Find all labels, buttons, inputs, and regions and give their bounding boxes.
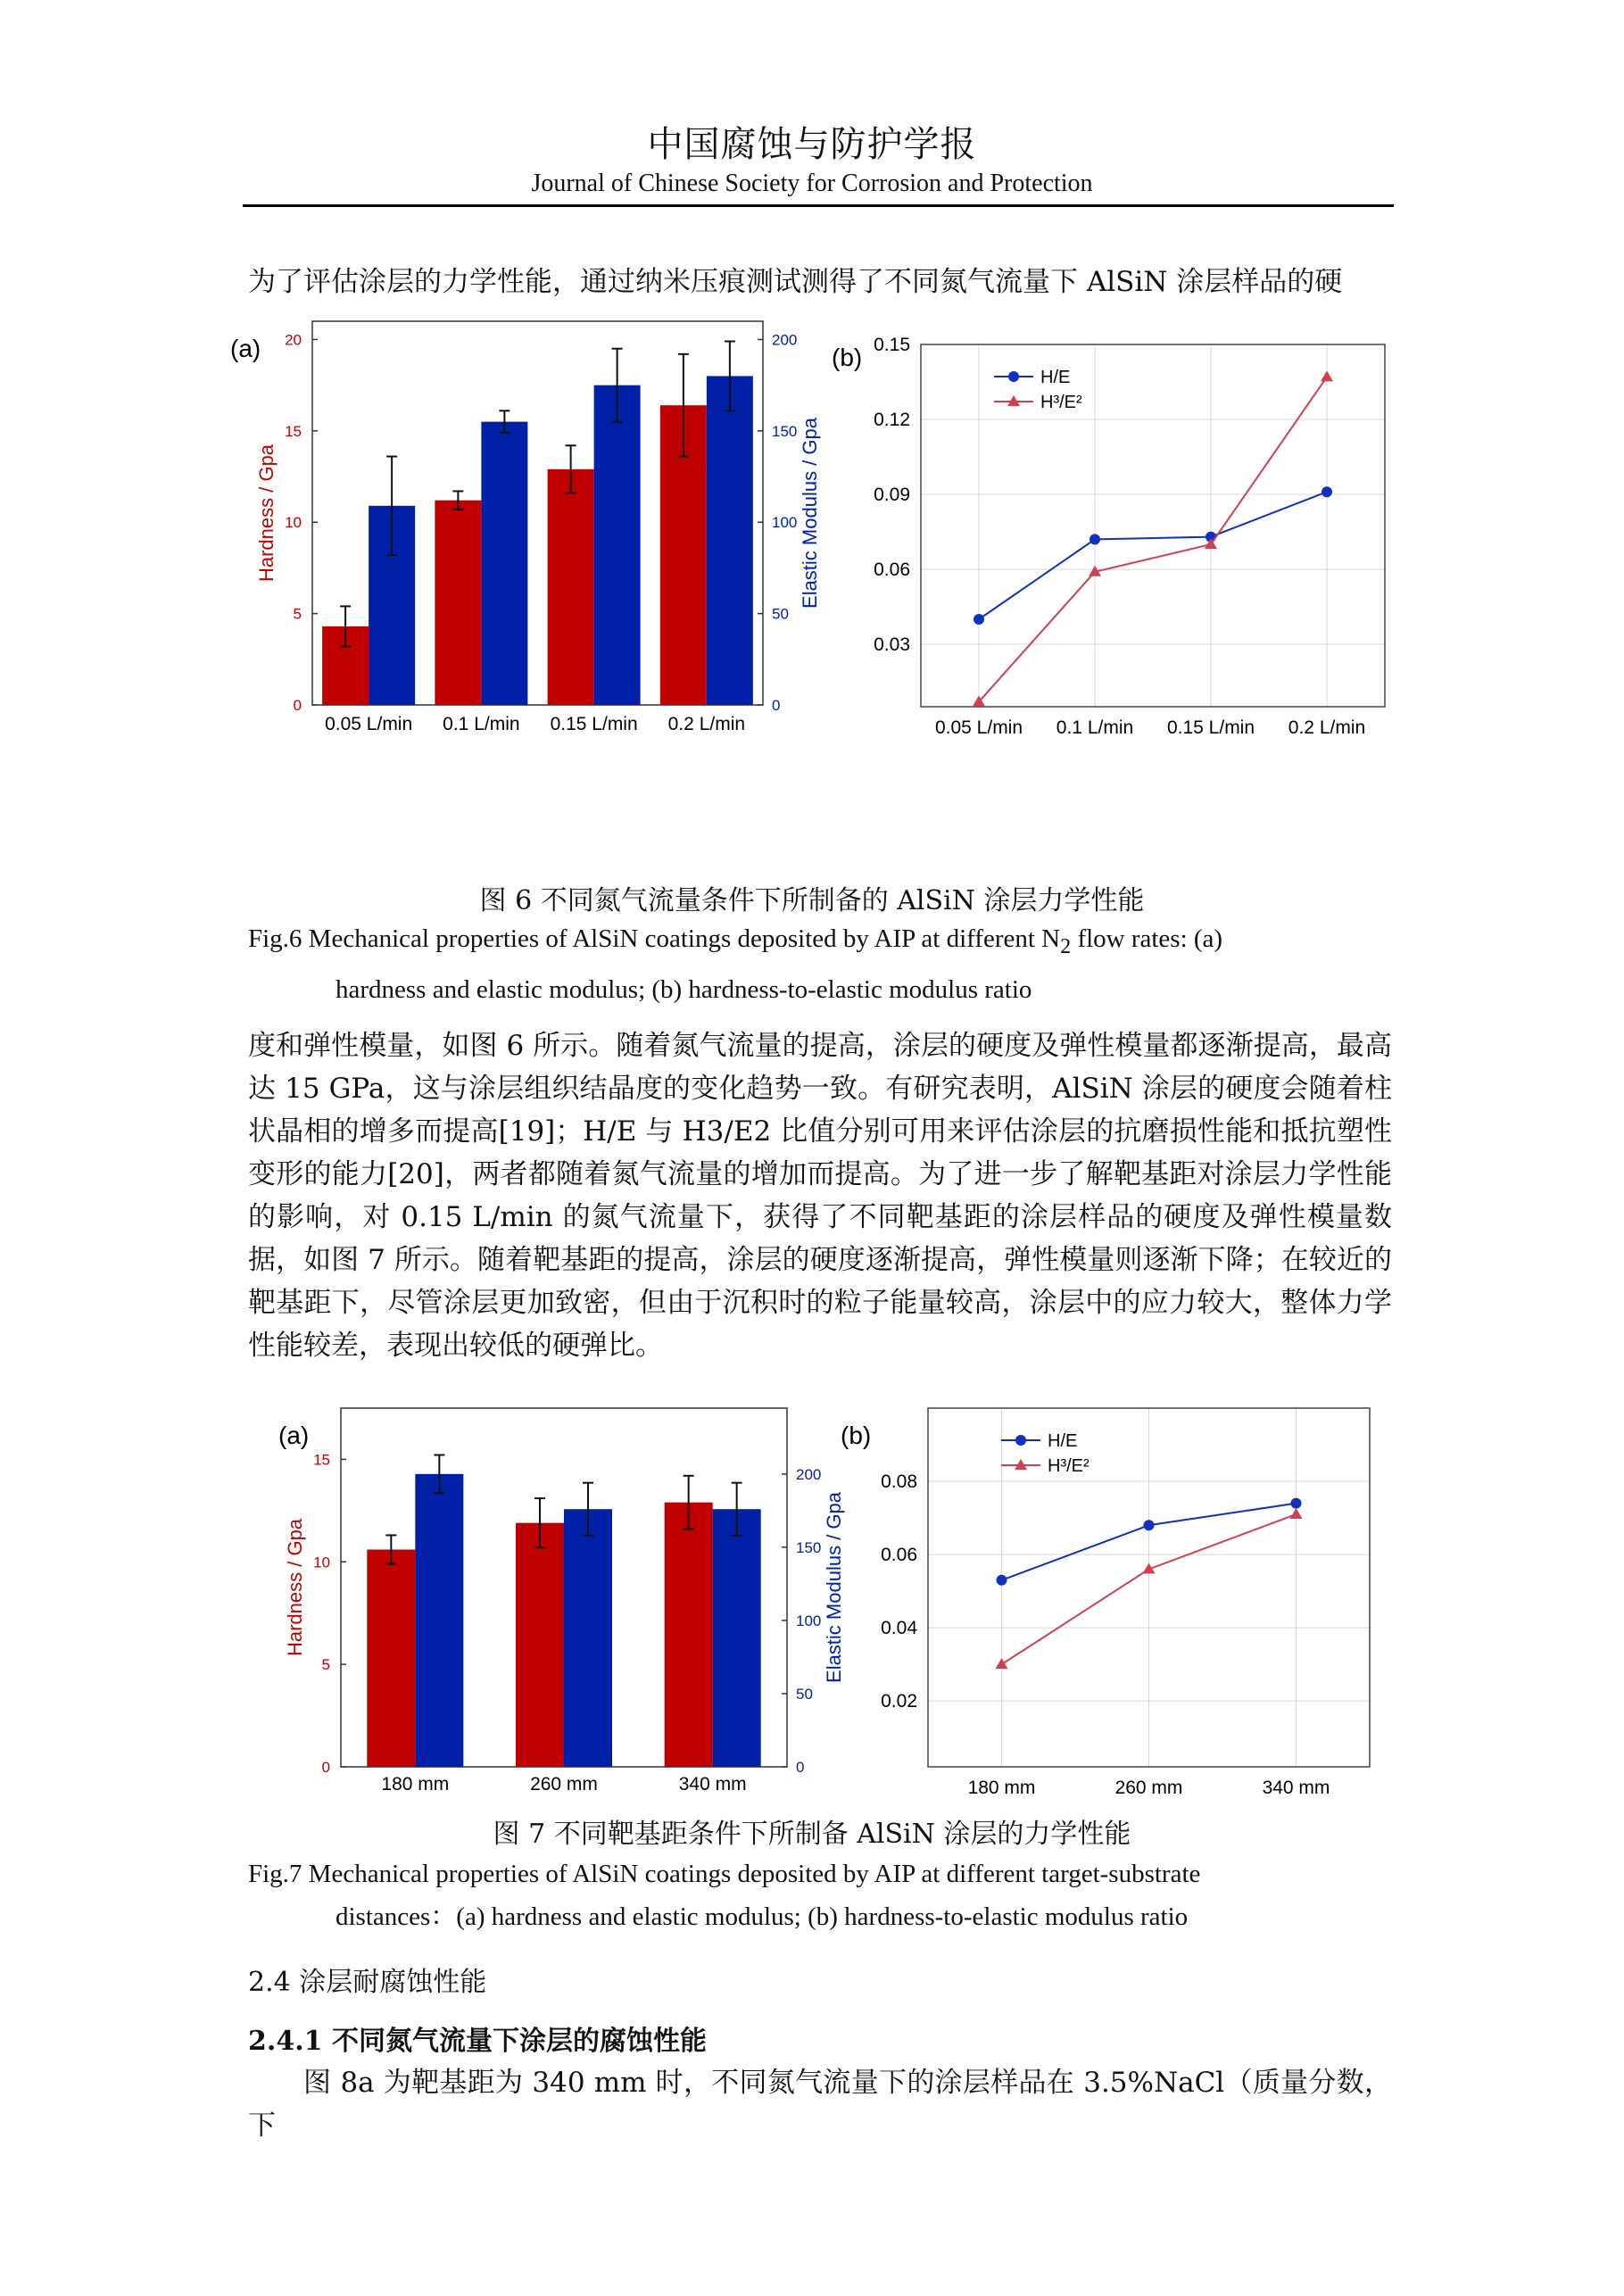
x-tick-label: 0.1 L/min [443,714,520,734]
y2-tick-label: 200 [772,331,798,349]
y-tick-label: 5 [321,1656,330,1674]
section-2-4-heading: 2.4 涂层耐腐蚀性能 [248,1967,487,1998]
data-point-h-over-e [1144,1520,1155,1530]
data-point-h3-over-e2 [1321,370,1333,381]
data-point-h-over-e [997,1575,1007,1586]
y2-tick-label: 150 [796,1538,822,1556]
y-tick-label: 0.04 [881,1618,917,1639]
y2-tick-label: 50 [796,1685,813,1703]
panel-label: (b) [832,344,863,371]
fig7-caption-cn: 图 7 不同靶基距条件下所制备 AlSiN 涂层的力学性能 [493,1819,1131,1850]
x-tick-label: 0.2 L/min [1288,717,1366,738]
y2-tick-label: 0 [772,697,781,714]
body-paragraph: 度和弹性模量，如图 6 所示。随着氮气流量的提高，涂层的硬度及弹性模量都逐渐提高，最高达 15 GPa，这与涂层组织结晶度的变化趋势一致。有研究表明，AlSiN 涂层的硬度会随着柱状晶相的增多而提高[19]；H/E 与 H3/E2 比值分别可用来评估涂层的抗磨损性能和抵抗塑性变形的能力[20]，两者都随着氮气流量的增加而提高。为了进一步了解靶基距对涂层力学性能的影响，对 0.15 L/min 的氮气流量下，获得了不同靶基距的涂层样品的硬度及弹性模量数据，如图 7 所示。随着靶基距的提高，涂层的硬度逐渐提高，弹性模量则逐渐下降；在较近的靶基距下，尽管涂层更加致密，但由于沉积时的粒子能量较高，涂层中的应力较大，整体力学性能较差，表现出较低的硬弹比。 [248,1030,1392,1362]
y-axis-label: Hardness / Gpa [255,443,278,583]
x-tick-label: 340 mm [1262,1778,1330,1798]
fig7b-chart [830,1408,1401,1801]
legend-marker [1008,371,1019,382]
y-tick-label: 10 [313,1554,330,1571]
x-tick-label: 0.05 L/min [325,714,413,734]
fig6-caption-en-part2: flow rates: (a) [1071,924,1223,953]
y-tick-label: 15 [285,422,302,440]
plot-frame [921,344,1385,707]
data-point-h3-over-e2 [1290,1508,1303,1519]
bar-hardness [435,501,481,705]
fig6-caption-en [248,917,1399,1011]
x-tick-label: 0.05 L/min [934,717,1023,738]
section-2-4-1-heading: 2.4.1 不同氮气流量下涂层的腐蚀性能 [248,2026,707,2057]
y-tick-label: 0.15 [874,335,910,355]
y-tick-label: 5 [293,605,302,623]
journal-title-cn: 中国腐蚀与防护学报 [647,124,977,165]
bar-elastic-modulus [707,376,753,705]
y-tick-label: 20 [285,331,302,349]
fig7-caption-en-part2: distances：(a) hardness and elastic modulus; (b) hardness-to-elastic modulus ratio [336,1902,1189,1931]
y2-axis-label: Elastic Modulus / Gpa [823,1492,845,1683]
fig7-caption-en [248,1853,1399,1938]
y-tick-label: 0.06 [874,559,910,580]
y-tick-label: 0 [321,1759,330,1776]
y-axis-label: Hardness / Gpa [284,1518,306,1657]
bar-elastic-modulus [481,422,527,705]
fig7a-chart [268,1408,845,1801]
series-line-h-over-e [979,492,1327,619]
bar-hardness [367,1550,415,1767]
panel-label: (b) [841,1422,872,1449]
y2-tick-label: 150 [772,422,798,440]
fig6a-chart [223,321,821,750]
data-point-h-over-e [974,614,984,625]
fig7-caption-en-part1: Fig.7 Mechanical properties of AlSiN coatings deposited by AIP at different target-substrate [248,1860,1201,1888]
bar-hardness [548,469,594,705]
x-tick-label: 340 mm [678,1774,747,1795]
x-tick-label: 180 mm [967,1778,1036,1798]
y2-tick-label: 100 [772,514,798,532]
header-rule [243,204,1394,207]
bar-elastic-modulus [594,385,641,705]
x-tick-label: 0.15 L/min [1166,717,1255,738]
fig6b-chart [821,321,1401,750]
legend-marker [1015,1435,1026,1446]
y2-tick-label: 50 [772,605,789,623]
y-tick-label: 0.02 [881,1691,917,1712]
journal-title-en: Journal of Chinese Society for Corrosion and Protection [531,170,1093,197]
fig6-caption-en-part1: Fig.6 Mechanical properties of AlSiN coatings deposited by AIP at different N [248,924,1061,953]
x-tick-label: 260 mm [530,1774,598,1795]
panel-label: (a) [278,1422,310,1449]
bar-elastic-modulus [564,1509,612,1767]
y-tick-label: 10 [285,514,302,532]
y2-tick-label: 200 [796,1465,822,1483]
bar-hardness [665,1503,713,1767]
x-tick-label: 180 mm [381,1774,450,1795]
legend-label: H³/E² [1040,393,1082,412]
y2-tick-label: 100 [796,1612,822,1629]
fig6-caption-en-sub: 2 [1060,933,1072,958]
fig6-caption-cn: 图 6 不同氮气流量条件下所制备的 AlSiN 涂层力学性能 [479,885,1145,916]
data-point-h-over-e [1090,534,1100,544]
y-tick-label: 0 [293,697,302,714]
data-point-h-over-e [1322,486,1332,497]
y-tick-label: 15 [313,1451,330,1469]
y-tick-label: 0.03 [874,634,910,655]
bar-elastic-modulus [713,1509,761,1767]
intro-line: 为了评估涂层的力学性能，通过纳米压痕测试测得了不同氮气流量下 AlSiN 涂层样品的硬 [248,266,1343,298]
x-tick-label: 0.2 L/min [667,714,746,734]
x-tick-label: 260 mm [1114,1778,1183,1798]
y2-tick-label: 0 [796,1759,805,1776]
x-tick-label: 0.1 L/min [1056,717,1134,738]
panel-label: (a) [230,335,261,362]
y-tick-label: 0.12 [874,410,910,430]
legend-label: H³/E² [1048,1456,1090,1476]
data-point-h3-over-e2 [996,1658,1008,1669]
legend-label: H/E [1040,368,1071,387]
y-tick-label: 0.08 [881,1471,917,1493]
data-point-h-over-e [1291,1498,1302,1509]
series-line-h3-over-e2 [979,377,1327,701]
bar-elastic-modulus [415,1474,463,1767]
y2-axis-label: Elastic Modulus / Gpa [799,418,821,609]
last-paragraph-line: 图 8a 为靶基距为 340 mm 时，不同氮气流量下的涂层样品在 3.5%NaCl（质量分数，下 [248,2067,1392,2142]
x-tick-label: 0.15 L/min [550,714,638,734]
fig6-caption-en-part3: hardness and elastic modulus; (b) hardness-to-elastic modulus ratio [336,974,1032,1004]
legend-label: H/E [1048,1431,1078,1451]
y-tick-label: 0.09 [874,485,910,505]
y-tick-label: 0.06 [881,1545,917,1566]
bar-hardness [516,1523,564,1767]
